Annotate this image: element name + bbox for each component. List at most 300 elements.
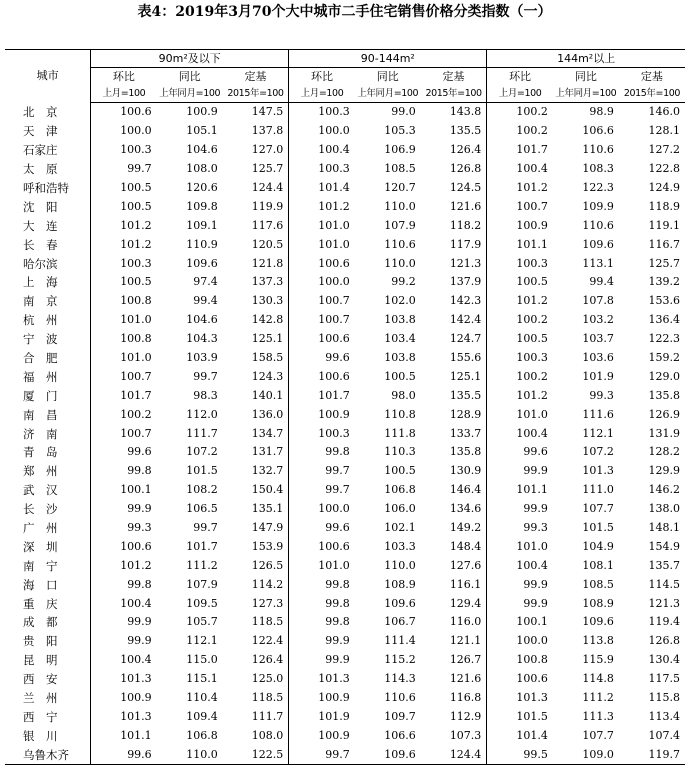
index-value: 100.0 — [516, 634, 548, 648]
index-value: 118.2 — [421, 216, 487, 235]
index-value: 126.9 — [648, 407, 680, 421]
index-value: 101.3 — [120, 672, 152, 686]
index-value: 139.2 — [648, 275, 680, 289]
index-value: 103.9 — [186, 351, 218, 365]
index-value: 101.7 — [516, 143, 548, 157]
index-value: 99.6 — [523, 445, 548, 459]
city-name: 西 宁 — [5, 708, 91, 727]
index-value: 108.0 — [223, 726, 289, 745]
city-name: 青 岛 — [5, 443, 91, 462]
index-value: 101.2 — [120, 558, 152, 572]
index-value: 100.2 — [516, 313, 548, 327]
index-value: 129.4 — [421, 594, 487, 613]
index-value: 110.6 — [384, 237, 416, 251]
index-value: 132.7 — [223, 462, 289, 481]
index-value: 111.0 — [582, 483, 614, 497]
table-row — [5, 254, 685, 273]
index-value: 99.9 — [523, 502, 548, 516]
index-value: 101.0 — [516, 539, 548, 553]
table-header — [5, 50, 685, 103]
index-value: 101.2 — [318, 199, 350, 213]
index-value: 107.9 — [384, 218, 416, 232]
index-value: 135.1 — [223, 500, 289, 519]
table-row — [5, 745, 685, 764]
index-value: 99.4 — [589, 275, 614, 289]
index-value: 113.4 — [648, 709, 680, 723]
index-value: 103.6 — [582, 351, 614, 365]
col-header-fixed: 定基 — [640, 69, 663, 83]
index-value: 101.3 — [516, 691, 548, 705]
index-value: 128.1 — [648, 124, 680, 138]
index-value: 136.0 — [223, 405, 289, 424]
table-row — [5, 726, 685, 745]
table-row — [5, 556, 685, 575]
index-value: 100.0 — [318, 275, 350, 289]
table-title: 表4：2019年3月70个大中城市二手住宅销售价格分类指数（一） — [137, 4, 552, 20]
index-value: 99.6 — [325, 351, 350, 365]
city-column-header: 城市 — [5, 50, 91, 103]
index-value: 124.3 — [223, 367, 289, 386]
city-name: 海 口 — [5, 575, 91, 594]
index-value: 104.3 — [186, 332, 218, 346]
index-value: 109.6 — [582, 615, 614, 629]
index-value: 100.2 — [516, 105, 548, 119]
index-value: 100.8 — [120, 294, 152, 308]
index-value: 103.4 — [384, 332, 416, 346]
table-row — [5, 235, 685, 254]
index-value: 115.9 — [582, 653, 614, 667]
index-value: 101.2 — [120, 237, 152, 251]
index-value: 101.4 — [516, 728, 548, 742]
index-value: 101.2 — [120, 218, 152, 232]
index-value: 137.3 — [223, 273, 289, 292]
city-name: 南 昌 — [5, 405, 91, 424]
index-value: 109.6 — [384, 596, 416, 610]
index-value: 100.9 — [318, 691, 350, 705]
index-value: 101.0 — [120, 351, 152, 365]
index-value: 124.5 — [421, 179, 487, 198]
table-row — [5, 500, 685, 519]
index-value: 120.7 — [384, 181, 416, 194]
table-row — [5, 462, 685, 481]
index-value: 100.6 — [120, 539, 152, 553]
index-value: 122.3 — [582, 181, 614, 194]
index-value: 135.8 — [421, 443, 487, 462]
index-value: 102.0 — [384, 294, 416, 308]
index-value: 119.1 — [648, 218, 680, 232]
index-value: 101.3 — [120, 709, 152, 723]
index-value: 135.7 — [648, 558, 680, 572]
index-value: 99.7 — [325, 483, 350, 497]
index-value: 147.9 — [223, 519, 289, 538]
index-value: 142.4 — [421, 311, 487, 330]
table-row — [5, 197, 685, 216]
table-body — [5, 103, 685, 765]
index-value: 99.7 — [193, 369, 218, 383]
index-value: 107.2 — [582, 445, 614, 459]
index-value: 114.2 — [223, 575, 289, 594]
index-value: 101.0 — [516, 407, 548, 421]
index-value: 135.5 — [421, 122, 487, 141]
index-value: 108.0 — [186, 162, 218, 176]
index-value: 131.7 — [223, 443, 289, 462]
index-value: 127.3 — [223, 594, 289, 613]
index-value: 109.0 — [553, 745, 619, 764]
index-value: 101.9 — [318, 709, 350, 723]
index-value: 115.0 — [186, 653, 218, 667]
index-value: 103.8 — [384, 351, 416, 365]
city-name: 昆 明 — [5, 651, 91, 670]
city-name: 杭 州 — [5, 311, 91, 330]
index-value: 153.9 — [223, 537, 289, 556]
index-value: 124.4 — [421, 745, 487, 764]
index-value: 106.8 — [384, 483, 416, 497]
index-value: 130.9 — [421, 462, 487, 481]
index-value: 97.4 — [193, 275, 218, 289]
index-value: 110.6 — [384, 691, 416, 705]
index-value: 148.1 — [648, 521, 680, 535]
index-value: 109.9 — [582, 199, 614, 213]
table-row — [5, 216, 685, 235]
table-row — [5, 632, 685, 651]
index-value: 100.7 — [318, 313, 350, 327]
city-name: 厦 门 — [5, 386, 91, 405]
index-value: 100.9 — [120, 691, 152, 705]
city-name: 南 宁 — [5, 556, 91, 575]
index-value: 101.5 — [186, 464, 218, 478]
index-value: 108.9 — [582, 596, 614, 610]
index-value: 124.4 — [223, 179, 289, 198]
table-row — [5, 651, 685, 670]
table-row — [5, 330, 685, 349]
index-value: 143.8 — [421, 103, 487, 122]
city-name: 兰 州 — [5, 689, 91, 708]
index-value: 99.8 — [127, 577, 152, 591]
index-value: 110.6 — [582, 218, 614, 232]
index-value: 108.9 — [384, 577, 416, 591]
index-value: 117.5 — [648, 672, 680, 686]
city-name: 长 春 — [5, 235, 91, 254]
index-value: 121.6 — [421, 670, 487, 689]
index-value: 99.6 — [91, 745, 157, 764]
index-value: 101.7 — [186, 539, 218, 553]
city-name: 呼和浩特 — [5, 179, 91, 198]
index-value: 99.5 — [487, 745, 553, 764]
index-value: 159.2 — [648, 351, 680, 365]
group-header-small: 90m²及以下 — [91, 50, 289, 68]
index-value: 148.4 — [421, 537, 487, 556]
table-row — [5, 670, 685, 689]
index-value: 101.2 — [516, 388, 548, 402]
index-value: 99.9 — [127, 615, 152, 629]
table-row — [5, 292, 685, 311]
index-value: 109.6 — [355, 745, 421, 764]
index-value: 127.6 — [421, 556, 487, 575]
index-value: 128.9 — [421, 405, 487, 424]
index-value: 149.2 — [421, 519, 487, 538]
table-row — [5, 708, 685, 727]
index-value: 106.8 — [186, 728, 218, 742]
base-label-fixed: 2015年=100 — [421, 85, 487, 103]
table-row — [5, 594, 685, 613]
index-value: 106.0 — [384, 502, 416, 516]
index-value: 118.9 — [648, 199, 680, 213]
index-value: 126.4 — [421, 141, 487, 160]
index-value: 100.9 — [516, 218, 548, 232]
index-value: 129.0 — [648, 369, 680, 383]
index-value: 126.5 — [223, 556, 289, 575]
city-name: 长 沙 — [5, 500, 91, 519]
index-value: 99.9 — [127, 634, 152, 648]
col-header-fixed: 定基 — [421, 68, 487, 86]
index-value: 105.3 — [384, 124, 416, 138]
table-row — [5, 424, 685, 443]
index-value: 109.6 — [582, 237, 614, 251]
index-value: 136.4 — [648, 313, 680, 327]
index-value: 100.3 — [318, 105, 350, 119]
index-value: 119.4 — [648, 615, 680, 629]
index-value: 99.9 — [523, 577, 548, 591]
index-value: 110.0 — [384, 256, 416, 270]
index-value: 101.1 — [516, 483, 548, 497]
index-value: 101.1 — [120, 728, 152, 742]
table-row — [5, 179, 685, 198]
index-value: 100.5 — [516, 275, 548, 289]
index-value: 100.7 — [516, 199, 548, 213]
index-value: 99.8 — [325, 577, 350, 591]
index-value: 109.5 — [186, 596, 218, 610]
index-value: 100.4 — [516, 426, 548, 440]
index-value: 137.9 — [421, 273, 487, 292]
table-row — [5, 613, 685, 632]
index-value: 114.5 — [648, 577, 680, 591]
index-value: 108.5 — [384, 162, 416, 176]
city-name: 哈尔滨 — [5, 254, 91, 273]
table-row — [5, 349, 685, 368]
index-value: 99.8 — [127, 464, 152, 478]
index-value: 101.3 — [318, 672, 350, 686]
city-name: 广 州 — [5, 519, 91, 538]
group-header-medium: 90-144m² — [289, 50, 487, 68]
index-value: 101.1 — [516, 237, 548, 251]
group-header-large: 144m²以上 — [487, 50, 685, 68]
city-name: 成 都 — [5, 613, 91, 632]
index-value: 140.1 — [223, 386, 289, 405]
index-value: 110.3 — [384, 445, 416, 459]
index-value: 117.6 — [223, 216, 289, 235]
index-value: 134.6 — [421, 500, 487, 519]
index-value: 124.7 — [421, 330, 487, 349]
city-name: 大 连 — [5, 216, 91, 235]
price-index-table — [5, 49, 685, 765]
index-value: 128.2 — [648, 445, 680, 459]
index-value: 100.6 — [318, 369, 350, 383]
index-value: 100.5 — [120, 275, 152, 289]
index-value: 112.0 — [186, 407, 218, 421]
index-value: 100.6 — [516, 672, 548, 686]
table-row — [5, 273, 685, 292]
index-value: 154.9 — [648, 539, 680, 553]
index-value: 111.7 — [223, 708, 289, 727]
index-value: 100.8 — [516, 653, 548, 667]
index-value: 113.8 — [582, 634, 614, 648]
index-value: 106.6 — [384, 728, 416, 742]
index-value: 103.8 — [384, 313, 416, 327]
index-value: 100.0 — [120, 124, 152, 138]
index-value: 100.6 — [318, 332, 350, 346]
index-value: 104.6 — [186, 143, 218, 157]
index-value: 115.8 — [648, 691, 680, 705]
index-value: 126.8 — [421, 160, 487, 179]
index-value: 116.7 — [648, 237, 680, 251]
index-value: 146.2 — [648, 483, 680, 497]
index-value: 99.3 — [589, 388, 614, 402]
index-value: 99.8 — [325, 615, 350, 629]
index-value: 100.9 — [318, 728, 350, 742]
city-name: 郑 州 — [5, 462, 91, 481]
index-value: 98.9 — [589, 105, 614, 119]
index-value: 153.6 — [648, 294, 680, 308]
index-value: 111.2 — [582, 691, 614, 705]
index-value: 118.5 — [223, 613, 289, 632]
index-value: 101.9 — [582, 369, 614, 383]
index-value: 119.7 — [619, 745, 685, 764]
table-row — [5, 122, 685, 141]
index-value: 101.5 — [516, 709, 548, 723]
index-value: 104.6 — [186, 313, 218, 327]
index-value: 120.6 — [186, 181, 218, 194]
index-value: 125.7 — [223, 160, 289, 179]
index-value: 110.0 — [384, 199, 416, 213]
table-row — [5, 141, 685, 160]
index-value: 107.7 — [582, 502, 614, 516]
index-value: 125.1 — [421, 367, 487, 386]
index-value: 112.1 — [186, 634, 218, 648]
col-header-mom: 环比 — [311, 69, 333, 83]
city-name: 重 庆 — [5, 594, 91, 613]
index-value: 103.3 — [384, 539, 416, 553]
index-value: 100.7 — [318, 294, 350, 308]
index-value: 131.9 — [648, 426, 680, 440]
index-value: 98.3 — [193, 388, 218, 402]
index-value: 100.1 — [516, 615, 548, 629]
index-value: 100.3 — [318, 162, 350, 176]
index-value: 111.2 — [186, 558, 218, 572]
table-row — [5, 405, 685, 424]
index-value: 130.4 — [648, 653, 680, 667]
index-value: 121.6 — [421, 197, 487, 216]
index-value: 107.3 — [421, 726, 487, 745]
index-value: 100.6 — [120, 105, 152, 119]
index-value: 111.7 — [186, 426, 218, 440]
col-header-yoy: 同比 — [376, 69, 399, 83]
index-value: 119.9 — [223, 197, 289, 216]
index-value: 112.1 — [582, 426, 614, 440]
index-value: 99.7 — [289, 745, 355, 764]
index-value: 99.9 — [127, 502, 152, 516]
city-name: 北 京 — [5, 103, 91, 122]
index-value: 106.9 — [384, 143, 416, 157]
col-header-yoy: 同比 — [574, 69, 597, 83]
table-row — [5, 386, 685, 405]
index-value: 98.0 — [391, 388, 416, 402]
index-value: 134.7 — [223, 424, 289, 443]
index-value: 150.4 — [223, 481, 289, 500]
index-value: 111.4 — [384, 634, 416, 648]
index-value: 121.1 — [421, 632, 487, 651]
index-value: 126.8 — [648, 634, 680, 648]
index-value: 130.3 — [223, 292, 289, 311]
city-name: 武 汉 — [5, 481, 91, 500]
city-name: 乌鲁木齐 — [5, 745, 91, 764]
index-value: 109.8 — [186, 199, 218, 213]
table-row — [5, 537, 685, 556]
index-value: 101.0 — [318, 558, 350, 572]
city-name: 福 州 — [5, 367, 91, 386]
index-value: 101.0 — [318, 237, 350, 251]
index-value: 100.0 — [318, 502, 350, 516]
index-value: 126.4 — [223, 651, 289, 670]
index-value: 100.3 — [120, 256, 152, 270]
index-value: 100.3 — [516, 351, 548, 365]
city-name: 南 京 — [5, 292, 91, 311]
index-value: 100.6 — [318, 256, 350, 270]
index-value: 110.8 — [384, 407, 416, 421]
index-value: 122.4 — [223, 632, 289, 651]
table-row — [5, 367, 685, 386]
index-value: 116.1 — [421, 575, 487, 594]
index-value: 117.9 — [421, 235, 487, 254]
base-label-yoy: 上年同月=100 — [157, 85, 223, 103]
index-value: 125.7 — [648, 256, 680, 270]
index-value: 100.4 — [318, 143, 350, 157]
index-value: 121.3 — [421, 254, 487, 273]
index-value: 120.5 — [223, 235, 289, 254]
index-value: 101.4 — [318, 181, 350, 194]
index-value: 100.4 — [120, 653, 152, 667]
index-value: 100.3 — [318, 426, 350, 440]
city-name: 深 圳 — [5, 537, 91, 556]
index-value: 101.3 — [582, 464, 614, 478]
index-value: 107.9 — [186, 577, 218, 591]
city-name: 银 川 — [5, 726, 91, 745]
index-value: 147.5 — [223, 103, 289, 122]
index-value: 104.9 — [582, 539, 614, 553]
index-value: 114.8 — [582, 672, 614, 686]
index-value: 100.2 — [120, 407, 152, 421]
index-value: 109.4 — [186, 709, 218, 723]
index-value: 126.7 — [421, 651, 487, 670]
index-value: 100.8 — [120, 332, 152, 346]
index-value: 111.3 — [582, 709, 614, 723]
index-value: 125.1 — [223, 330, 289, 349]
index-value: 107.8 — [582, 294, 614, 308]
index-value: 100.5 — [120, 181, 152, 194]
index-value: 100.0 — [318, 124, 350, 138]
index-value: 101.0 — [120, 313, 152, 327]
index-value: 124.9 — [648, 181, 680, 194]
index-value: 100.6 — [318, 539, 350, 553]
index-value: 99.8 — [325, 445, 350, 459]
index-value: 107.7 — [582, 728, 614, 742]
col-header-fixed: 定基 — [223, 68, 289, 86]
table-row — [5, 519, 685, 538]
index-value: 105.1 — [186, 124, 218, 138]
col-header-yoy: 同比 — [178, 69, 201, 83]
index-value: 146.4 — [421, 481, 487, 500]
index-value: 99.9 — [523, 464, 548, 478]
index-value: 112.9 — [421, 708, 487, 727]
